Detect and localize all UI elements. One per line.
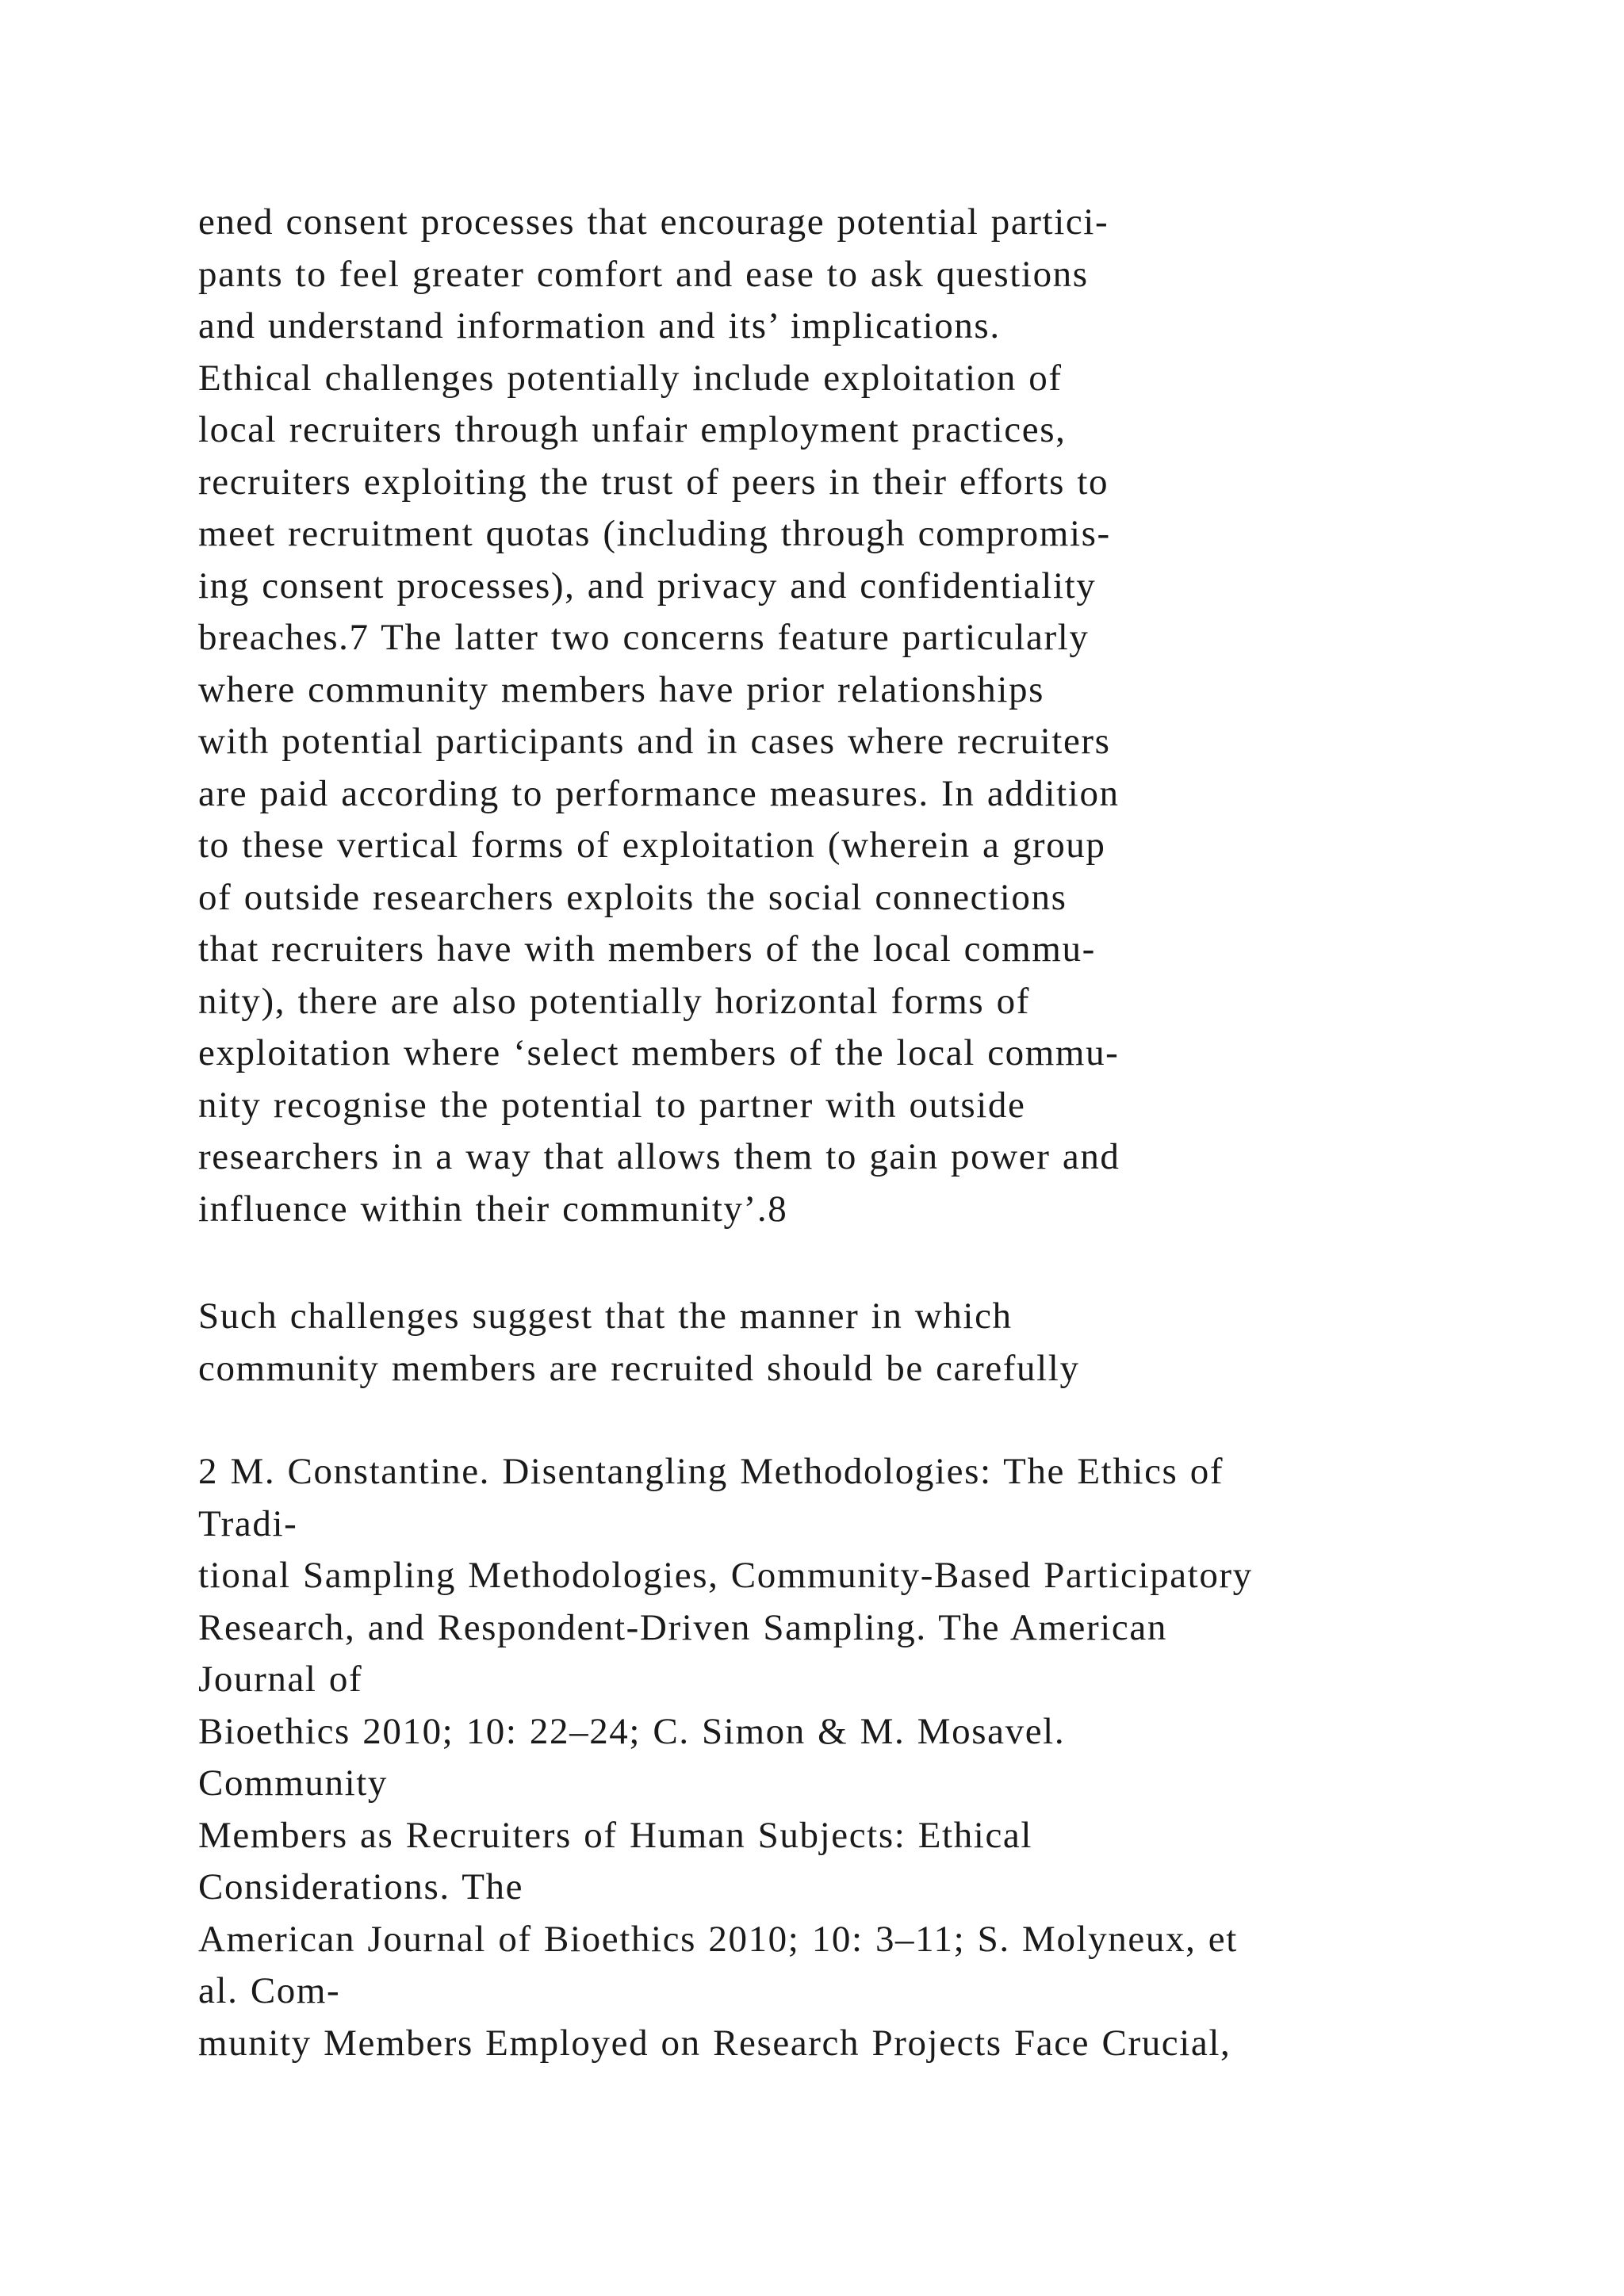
footnote-line: 2 M. Constantine. Disentangling Methodologies: The Ethics of bbox=[198, 1451, 1224, 1492]
footnote bbox=[198, 1446, 1594, 2069]
footnote-line: Bioethics 2010; 10: 22–24; C. Simon & M. Mosavel. bbox=[198, 1710, 1066, 1752]
text-line: recruiters exploiting the trust of peers in their efforts to bbox=[198, 461, 1109, 503]
footnote-line: Journal of bbox=[198, 1659, 363, 1700]
text-line: exploitation where ‘select members of the local commu- bbox=[198, 1032, 1120, 1073]
footnote-line: Research, and Respondent-Driven Sampling. The American bbox=[198, 1606, 1167, 1648]
text-line: to these vertical forms of exploitation (wherein a group bbox=[198, 825, 1106, 866]
text-line: influence within their community’.8 bbox=[198, 1188, 788, 1230]
text-line: pants to feel greater comfort and ease to ask questions bbox=[198, 253, 1089, 295]
text-line: of outside researchers exploits the social connections bbox=[198, 876, 1067, 918]
footnote-line: tional Sampling Methodologies, Community-Based Participatory bbox=[198, 1555, 1253, 1596]
text-line: meet recruitment quotas (including through compromis- bbox=[198, 513, 1111, 554]
text-line: local recruiters through unfair employment practices, bbox=[198, 409, 1067, 450]
text-line: and understand information and its’ implications. bbox=[198, 305, 1001, 346]
text-line: ened consent processes that encourage potential partici- bbox=[198, 201, 1109, 243]
footnote-line: Community bbox=[198, 1762, 388, 1804]
footnote-line: Considerations. The bbox=[198, 1866, 524, 1908]
footnote-line: American Journal of Bioethics 2010; 10: 3–11; S. Molyneux, et bbox=[198, 1918, 1238, 1960]
text-line: researchers in a way that allows them to gain power and bbox=[198, 1136, 1120, 1177]
text-line: with potential participants and in cases where recruiters bbox=[198, 721, 1111, 762]
text-line: nity), there are also potentially horizontal forms of bbox=[198, 980, 1030, 1022]
body-paragraph bbox=[198, 1291, 1594, 1395]
text-line: Ethical challenges potentially include exploitation of bbox=[198, 357, 1063, 399]
text-line: community members are recruited should be carefully bbox=[198, 1347, 1080, 1389]
footnote-line: al. Com- bbox=[198, 1970, 341, 2011]
text-line: are paid according to performance measures. In addition bbox=[198, 772, 1120, 814]
footnote-line: munity Members Employed on Research Projects Face Crucial, bbox=[198, 2022, 1231, 2064]
text-line: breaches.7 The latter two concerns feature particularly bbox=[198, 617, 1090, 658]
body-paragraph bbox=[198, 197, 1594, 1235]
footnote-line: Tradi- bbox=[198, 1502, 298, 1544]
text-line: Such challenges suggest that the manner in which bbox=[198, 1295, 1013, 1337]
text-line: ing consent processes), and privacy and confidentiality bbox=[198, 564, 1097, 607]
text-line: nity recognise the potential to partner with outside bbox=[198, 1084, 1026, 1126]
text-line: where community members have prior relationships bbox=[198, 668, 1045, 710]
footnote-line: Members as Recruiters of Human Subjects: Ethical bbox=[198, 1814, 1033, 1856]
text-line: that recruiters have with members of the local commu- bbox=[198, 928, 1096, 970]
